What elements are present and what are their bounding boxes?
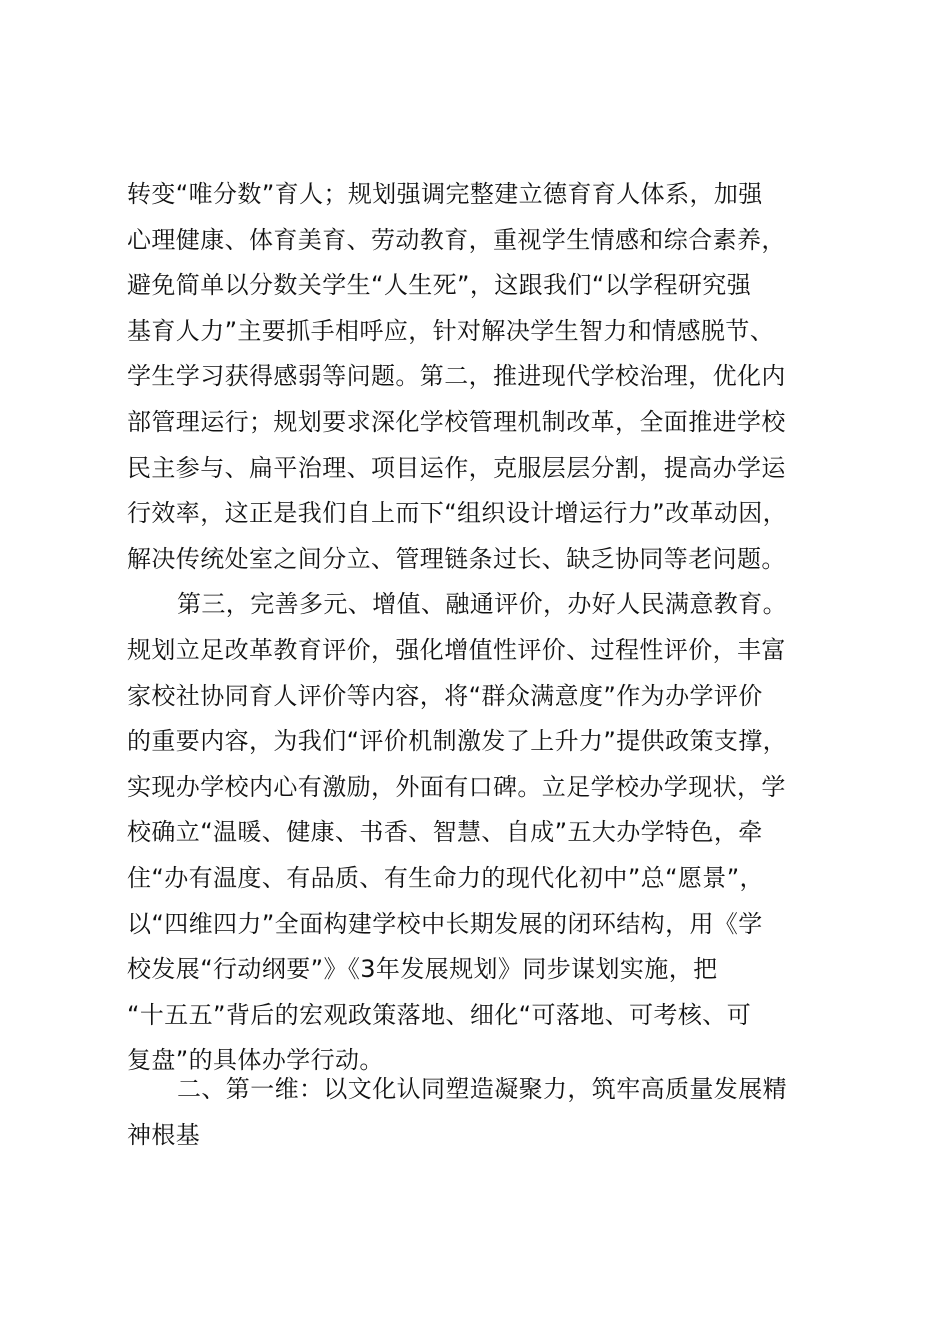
body-line: 解决传统处室之间分立、管理链条过长、缺乏协同等老问题。	[127, 544, 786, 573]
body-line: 实现办学校内心有激励，外面有口碑。立足学校办学现状，学	[127, 772, 786, 801]
body-line: 行效率，这正是我们自上而下“组织设计增运行力”改革动因，	[127, 499, 788, 528]
section-heading	[127, 1066, 853, 1158]
body-line: 学生学习获得感弱等问题。第二，推进现代学校治理，优化内	[127, 362, 786, 391]
heading-line: 二、第一维：以文化认同塑造凝聚力，筑牢高质量发展精	[177, 1075, 787, 1103]
body-line: 家校社协同育人评价等内容，将“群众满意度”作为办学评价	[127, 681, 763, 710]
body-line: 部管理运行；规划要求深化学校管理机制改革，全面推进学校	[127, 407, 786, 436]
body-line: 复盘”的具体办学行动。	[127, 1046, 384, 1075]
paragraph-start-line: 第三，完善多元、增值、融通评价，办好人民满意教育。	[177, 590, 787, 619]
body-line: 基育人力”主要抓手相呼应，针对解决学生智力和情感脱节、	[127, 316, 775, 345]
body-line: 民主参与、扁平治理、项目运作，克服层层分割，提高办学运	[127, 453, 786, 482]
body-line: 校确立“温暖、健康、书香、智慧、自成”五大办学特色，牵	[127, 818, 763, 847]
heading-line: 神根基	[127, 1121, 201, 1149]
body-line: 心理健康、体育美育、劳动教育，重视学生情感和综合素养，	[127, 225, 786, 254]
body-line: 避免简单以分数关学生“人生死”，这跟我们“以学程研究强	[127, 271, 752, 300]
body-line: 住“办有温度、有品质、有生命力的现代化初中”总“愿景”，	[127, 863, 764, 892]
body-line: 的重要内容，为我们“评价机制激发了上升力”提供政策支撑，	[127, 727, 788, 756]
body-line: “十五五”背后的宏观政策落地、细化“可落地、可考核、可	[127, 1000, 752, 1029]
body-text	[127, 172, 853, 1084]
body-line: 以“四维四力”全面构建学校中长期发展的闭环结构，用《学	[127, 909, 763, 938]
body-line: 规划立足改革教育评价，强化增值性评价、过程性评价，丰富	[127, 635, 786, 664]
body-line: 转变“唯分数”育人；规划强调完整建立德育育人体系，加强	[127, 180, 763, 208]
body-line: 校发展“行动纲要”》《3年发展规划》同步谋划实施，把	[127, 955, 718, 984]
